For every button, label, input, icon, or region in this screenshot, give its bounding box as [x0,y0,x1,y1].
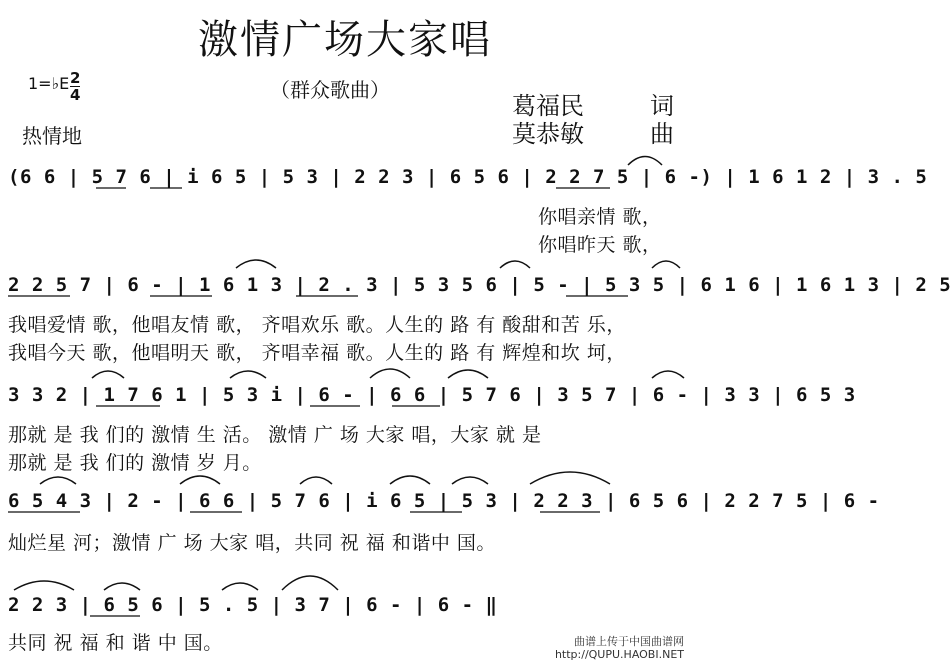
slur [180,476,220,484]
slur [390,476,430,484]
notation-line-3: 3 3 2 | 1 7 6 1 | 5 3 i | 6 - | 6 6 | 5 7 6 | 3 5 7 | 6 - | 3 3 | 6 5 3 [8,384,856,406]
lyrics-line-4: 灿烂星 河；激情 广 场 大家 唱，共同 祝 福 和谐中 国。 [8,532,496,554]
slur [370,369,410,378]
composer-role: 曲 [650,120,674,148]
notation-line-4: 6 5 4 3 | 2 - | 6 6 | 5 7 6 | i 6 5 | 5 3 | 2 2 3 | 6 5 6 | 2 2 7 5 | 6 - [8,490,880,512]
lyrics-line-2-verse-1: 我唱爱情 歌，他唱友情 歌， 齐唱欢乐 歌。人生的 路 有 酸甜和苦 乐， [8,314,626,336]
slur [92,371,124,378]
lyrics-line-1-verse-2: 你唱昨天 歌， [538,234,662,256]
slur [448,370,488,378]
watermark-footer [555,635,684,661]
slur [40,477,76,484]
slur [652,261,680,268]
slur [236,260,276,268]
song-title: 激情广场大家唱 [198,17,492,63]
slur [230,371,266,378]
lyrics-line-5: 共同 祝 福 和 谐 中 国。 [8,632,223,654]
slur [14,581,74,590]
slur [104,583,140,590]
watermark-line-2: http://QUPU.HAOBI.NET [554,648,684,661]
lyrics-line-3-verse-2: 那就 是 我 们的 激情 岁 月。 [8,452,262,474]
song-subtitle: （群众歌曲） [270,78,390,102]
time-sig-bottom: 4 [70,86,81,104]
composer-name: 莫恭敏 [512,120,584,148]
lyricist-name: 葛福民 [512,92,584,120]
slur [282,576,338,590]
notation-line-2: 2 2 5 7 | 6 - | 1 6 1 3 | 2 . 3 | 5 3 5 6 | 5 - | 5 3 5 | 6 1 6 | 1 6 1 3 | 2 5 [8,274,951,296]
slur [500,261,530,268]
beam-underlines [8,188,628,616]
notation-line-5: 2 2 3 | 6 5 6 | 5 . 5 | 3 7 | 6 - | 6 - ‖ [8,594,498,616]
lyrics-line-1-verse-1: 你唱亲情 歌， [538,206,662,228]
slur [222,583,258,590]
slur [628,157,662,166]
key-signature: 1=♭E [28,74,70,93]
lyrics-line-2-verse-2: 我唱今天 歌，他唱明天 歌， 齐唱幸福 歌。人生的 路 有 辉煌和坎 坷， [8,342,626,364]
watermark-line-1: 曲谱上传于中国曲谱网 [574,635,684,648]
slur [452,477,488,484]
slur [652,371,684,378]
notation-line-1: (6 6 | 5 7 6 | i 6 5 | 5 3 | 2 2 3 | 6 5 6 | 2 2 7 5 | 6 -) | 1 6 1 2 | 3 . 5 [8,166,928,188]
slur [300,477,332,484]
time-sig-top: 2 [70,69,81,87]
lyricist-role: 词 [650,92,674,120]
tempo-marking: 热情地 [22,124,82,148]
slur [530,472,610,484]
lyrics-line-3-verse-1: 那就 是 我 们的 激情 生 活。 激情 广 场 大家 唱，大家 就 是 [8,424,542,446]
